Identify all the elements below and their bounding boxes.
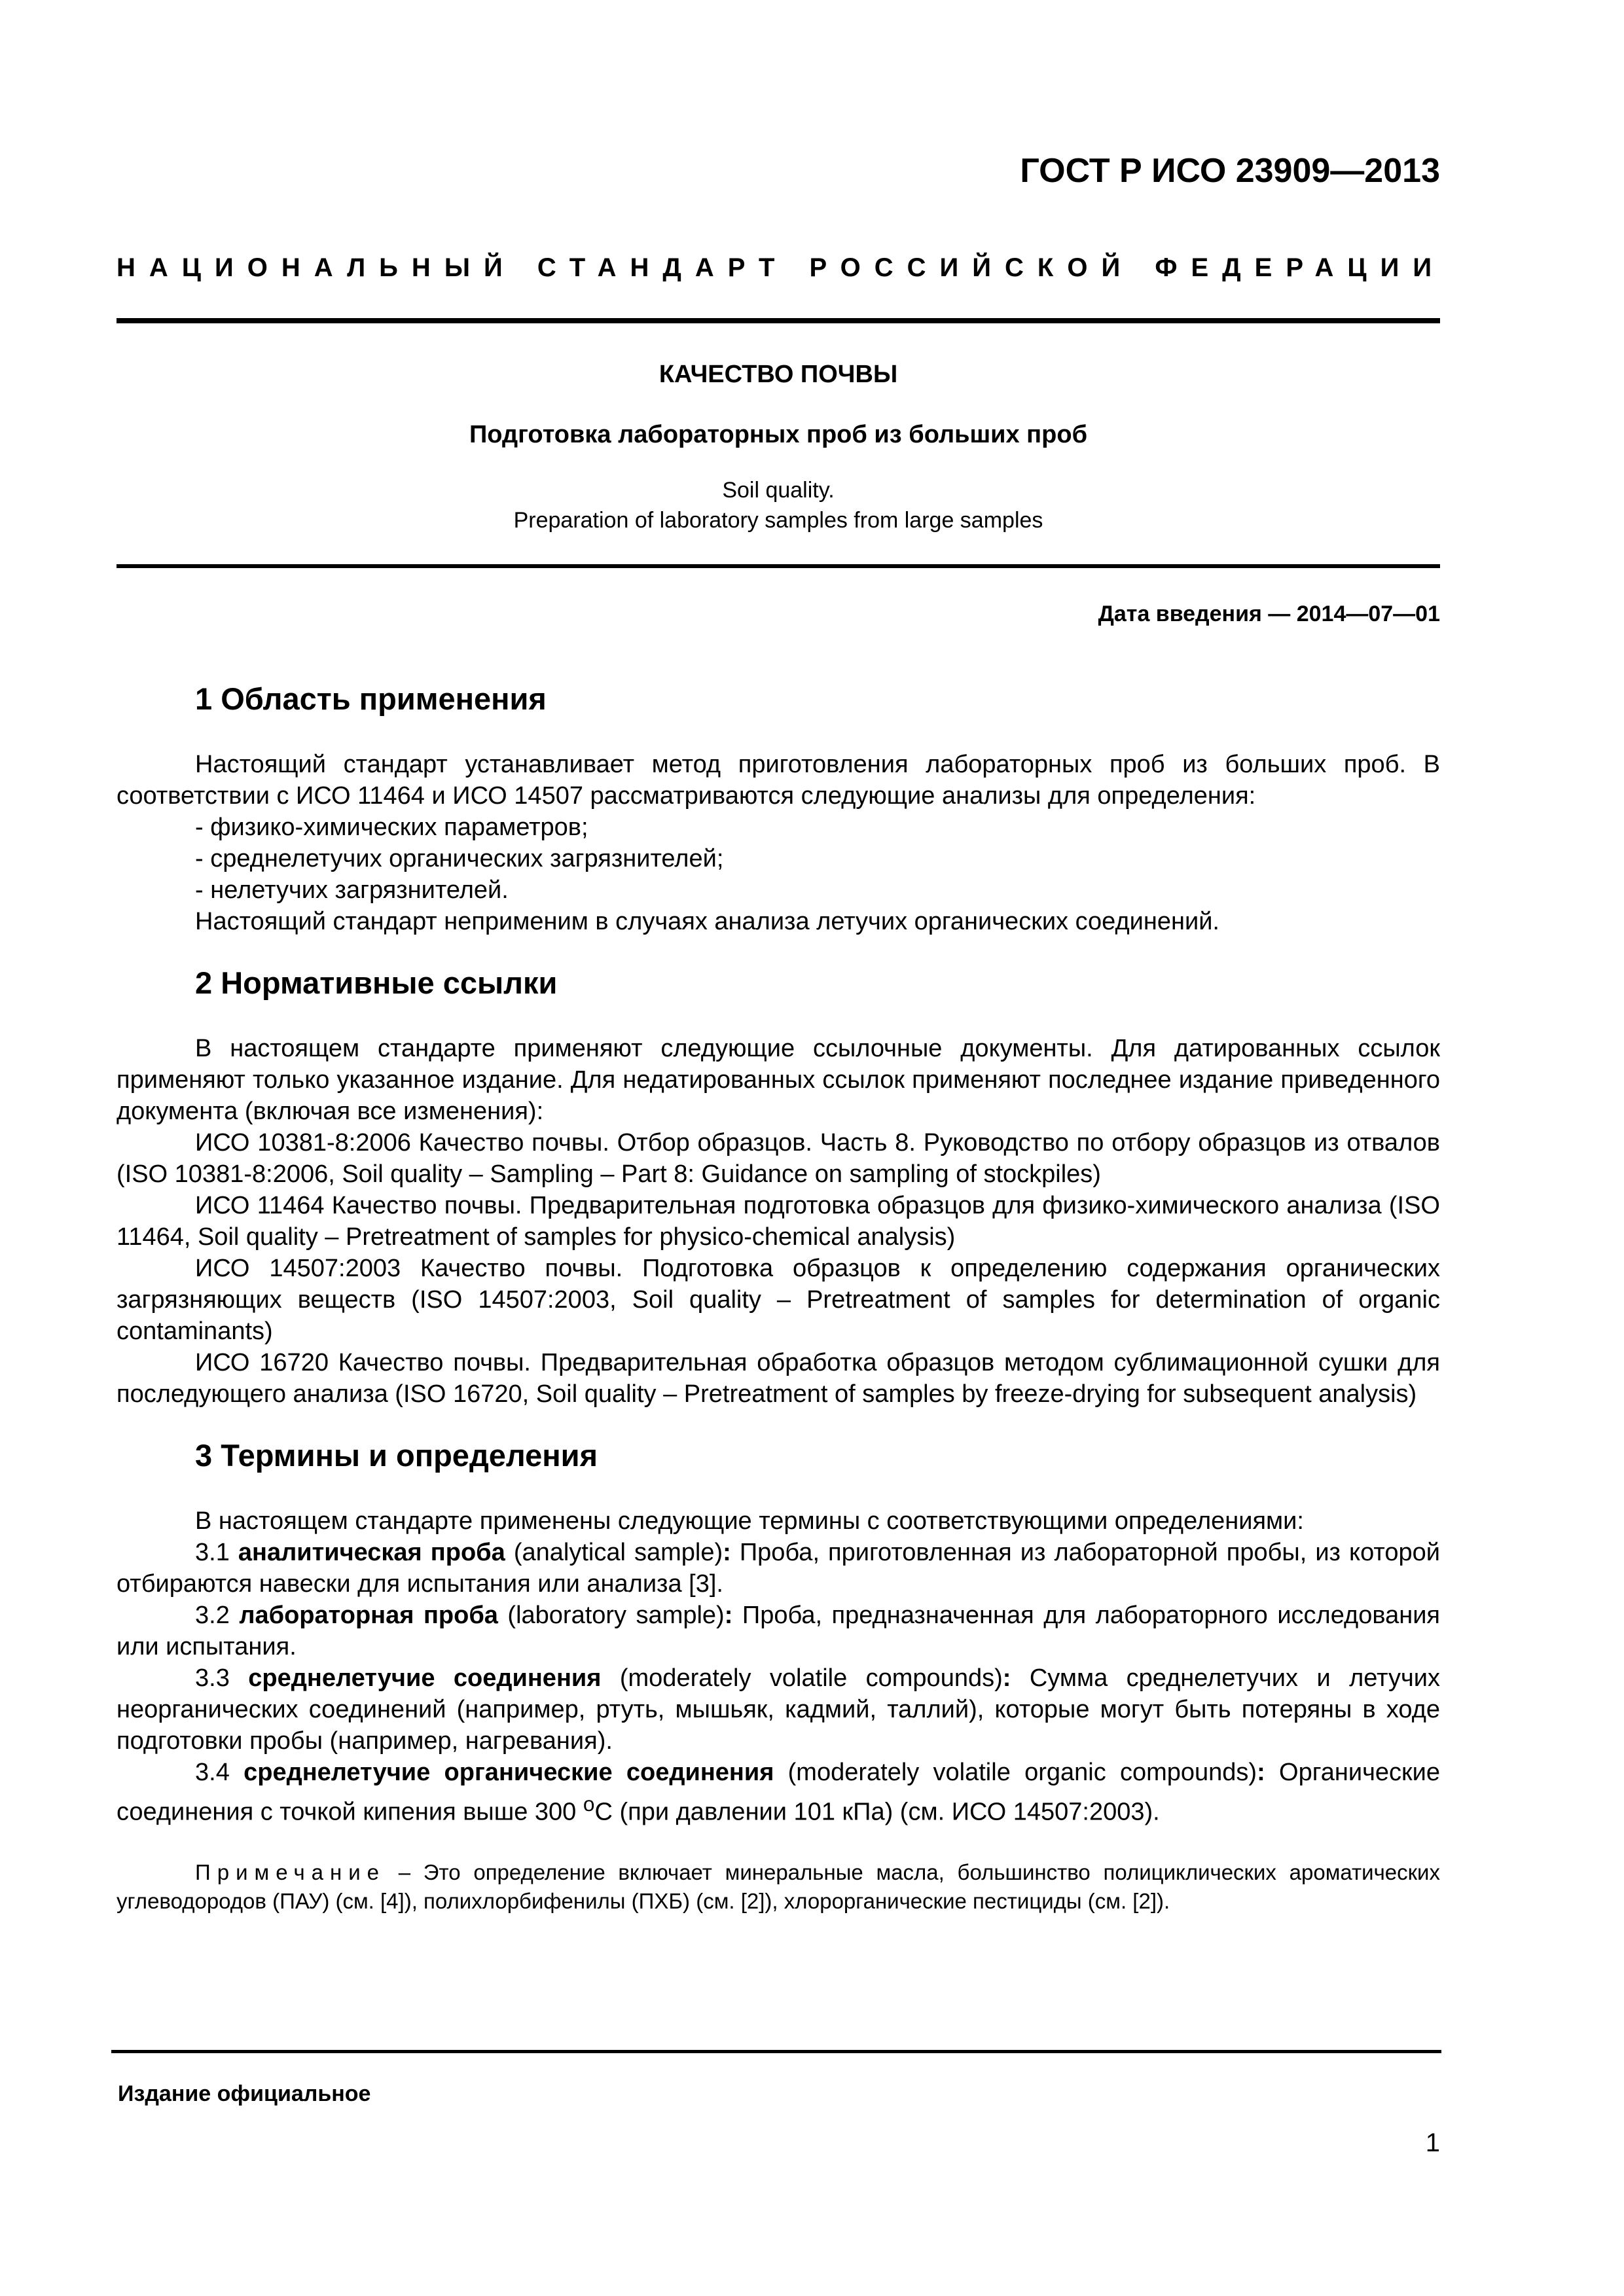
edition-label: Издание официальное — [118, 2081, 371, 2106]
title-divider — [117, 564, 1440, 568]
term-colon: : — [724, 1602, 733, 1629]
term-name: аналитическая проба — [238, 1539, 505, 1566]
paragraph: Настоящий стандарт неприменим в случаях анализа летучих органических соединений. — [195, 908, 1219, 935]
section-heading-references: 2 Нормативные ссылки — [195, 965, 558, 1000]
reference-item: ИСО 10381-8:2006 Качество почвы. Отбор образцов. Часть 8. Руководство по отбору образцов из отвалов (ISO 10381-8:2006, Soil quality – Sampling – Part 8: Guidance on sampling of stockpiles) — [117, 1129, 1440, 1188]
term-english: (moderately volatile compounds) — [601, 1664, 1003, 1692]
term-text: Сумма среднелетучих и летучих неорганических соединений (например, ртуть, мышьяк, кадмий, таллий), которые могут быть потеряны в ходе подготовки пробы (например, нагревания). — [117, 1664, 1441, 1755]
document-title: КАЧЕСТВО ПОЧВЫ — [659, 361, 898, 388]
section-references-body — [117, 1033, 1440, 1410]
term-text: Проба, предназначенная для лабораторного исследования или испытания. — [117, 1602, 1441, 1660]
section-heading-scope: 1 Область применения — [195, 681, 547, 716]
list-item: - среднелетучих органических загрязнителей; — [195, 845, 724, 872]
term-text: Проба, приготовленная из лабораторной пробы, из которой отбираются навески для испытания или анализа [3]. — [117, 1539, 1440, 1598]
reference-item: ИСО 16720 Качество почвы. Предварительная обработка образцов методом сублимационной сушки для последующего анализа (ISO 16720, Soil quality – Pretreatment of samples by freeze-drying for subsequent analysis) — [117, 1349, 1440, 1408]
term-english: (analytical sample) — [505, 1539, 723, 1566]
paragraph: В настоящем стандарте применены следующие термины с соответствующими определениями: — [195, 1507, 1304, 1535]
note — [117, 1858, 1440, 1916]
term-colon: : — [1002, 1664, 1011, 1692]
note-label: Примечание — [195, 1859, 386, 1884]
term-text: Органические соединения с точкой кипения выше 300 — [117, 1759, 1440, 1826]
list-item: - нелетучих загрязнителей. — [195, 876, 509, 904]
term-number: 3.1 — [195, 1539, 230, 1566]
term-text: C (при давлении 101 кПа) (см. ИСО 14507:2003). — [594, 1798, 1160, 1826]
term-number: 3.2 — [195, 1602, 230, 1629]
degree-sign: o — [583, 1792, 595, 1816]
section-scope-body — [117, 749, 1440, 937]
term-colon: : — [723, 1539, 731, 1566]
term-definition — [117, 1757, 1440, 1828]
gost-number: ГОСТ Р ИСО 23909—2013 — [1020, 152, 1440, 190]
reference-item: ИСО 11464 Качество почвы. Предварительная подготовка образцов для физико-химического анализа (ISO 11464, Soil quality – Pretreatment of samples for physico-chemical analysis) — [117, 1192, 1440, 1251]
list-item: - физико-химических параметров; — [195, 814, 588, 841]
english-title-line1: Soil quality. — [722, 478, 835, 503]
term-colon: : — [1257, 1759, 1265, 1786]
note-text: – Это определение включает минеральные масла, большинство полициклических ароматических углеводородов (ПАУ) (см. [4]), полихлорбифенилы (ПХБ) (см. [2]), хлорорганические пестициды (см. [2]). — [117, 1859, 1440, 1913]
paragraph: В настоящем стандарте применяют следующие ссылочные документы. Для датированных ссылок применяют только указанное издание. Для недатированных ссылок применяют последнее издание приведенного документа (включая все изменения): — [117, 1035, 1440, 1125]
term-definition — [117, 1537, 1440, 1600]
page-content — [117, 151, 1446, 1916]
reference-item: ИСО 14507:2003 Качество почвы. Подготовка образцов к определению содержания органических загрязняющих веществ (ISO 14507:2003, Soil quality – Pretreatment of samples for determination of organic contaminants) — [117, 1255, 1440, 1345]
term-definition — [117, 1600, 1440, 1662]
term-name: среднелетучие органические соединения — [244, 1759, 774, 1786]
english-title-line2: Preparation of laboratory samples from large samples — [513, 508, 1043, 533]
term-number: 3.3 — [195, 1664, 230, 1692]
english-title — [117, 475, 1440, 535]
term-number: 3.4 — [195, 1759, 230, 1786]
term-name: среднелетучие соединения — [248, 1664, 602, 1692]
term-name: лабораторная проба — [239, 1602, 498, 1629]
footer-divider — [111, 2050, 1441, 2053]
page-number: 1 — [1425, 2128, 1440, 2157]
introduction-date: Дата введения — 2014—07—01 — [1098, 601, 1440, 626]
term-english: (laboratory sample) — [497, 1602, 725, 1629]
section-heading-terms: 3 Термины и определения — [195, 1438, 598, 1473]
national-standard-banner: НАЦИОНАЛЬНЫЙ СТАНДАРТ РОССИЙСКОЙ ФЕДЕРАЦИИ — [117, 253, 1446, 282]
term-definition — [117, 1662, 1440, 1757]
term-english: (moderately volatile organic compounds) — [774, 1759, 1257, 1786]
paragraph: Настоящий стандарт устанавливает метод приготовления лабораторных проб из больших проб. В соответствии с ИСО 11464 и ИСО 14507 рассматриваются следующие анализы для определения: — [117, 751, 1440, 810]
document-subtitle: Подготовка лабораторных проб из больших проб — [469, 421, 1088, 448]
header-divider — [117, 318, 1440, 323]
section-terms-body — [117, 1505, 1440, 1828]
